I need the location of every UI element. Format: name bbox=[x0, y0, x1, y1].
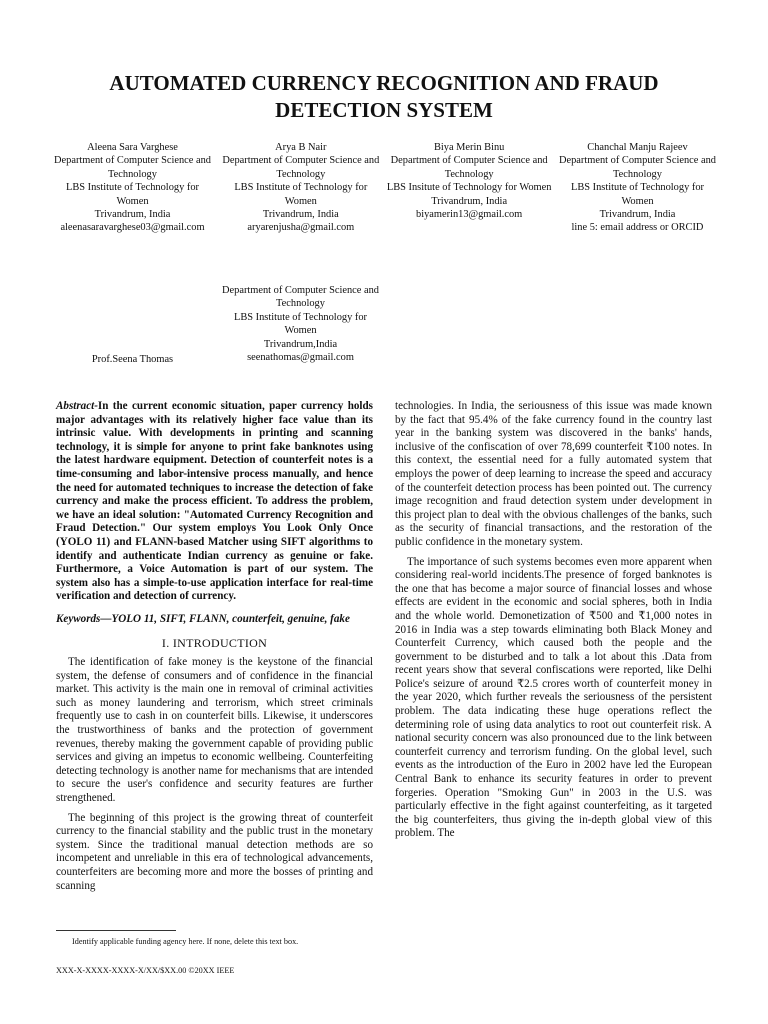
author-1 bbox=[50, 141, 215, 235]
paragraph: The importance of such systems becomes even more apparent when considering real-world incidents.The presence of forged banknotes is the one that has become a major source of financial losses and whose effects are evident in the economic and social spheres, both in India and the whole world. Demonetization of ₹500 and ₹1,000 notes in 2016 in India was a step towards eliminating both Black Money and Counterfeit Currency, which caused both the people and the government to be disturbed and to talk a lot about this .Data from recent years show that several confiscations were reported, like Delhi Police's seizure of around ₹2.5 crores worth of counterfeit money in the year 2020, which further reveals the seriousness of the persistent problem. The data indicating these huge operations reflect the determining role of using data analytics to root out counterfeit risk. A national security concern was also pronounced due to the link between counterfeit currency and terrorism funding. On the global level, such events as the introduction of the Euro in 2002 have led the European Central Bank to enhance its security features in order to prevent forgeries. Operation "Smoking Gun" in 2003 in the U.S. was particularly effective in the fight against counterfeiting, as it targeted the big counterfeiters, thus giving the in-depth global view of this problem. The bbox=[395, 555, 712, 840]
author-name: Biya Merin Binu bbox=[433, 142, 505, 153]
author-institution: LBS Institute of Technology for Women bbox=[234, 311, 367, 337]
author-department: Department of Computer Science and Technology bbox=[222, 285, 379, 310]
author-department: Department of Computer Science and Technology bbox=[54, 155, 211, 180]
left-column bbox=[56, 400, 373, 899]
author-block bbox=[50, 141, 720, 235]
abstract-label: Abstract- bbox=[56, 400, 98, 412]
author-institution: LBS Institute of Technology for Women bbox=[570, 182, 704, 207]
footnote-divider bbox=[56, 930, 176, 931]
author-department: Department of Computer Science and Technology bbox=[390, 155, 548, 180]
right-column bbox=[395, 400, 712, 847]
author-email: line 5: email address or ORCID bbox=[571, 222, 704, 234]
author-email: seenathomas@gmail.com bbox=[247, 352, 354, 364]
author-name: Arya B Nair bbox=[275, 142, 327, 153]
abstract bbox=[56, 400, 373, 604]
section-heading: I. INTRODUCTION bbox=[161, 635, 268, 650]
author-email: aleenasaravarghese03@gmail.com bbox=[60, 222, 205, 234]
author-4 bbox=[555, 141, 720, 235]
author-5-name: Prof.Seena Thomas bbox=[91, 354, 174, 365]
author-institution: LBS Institute of Technology for Women bbox=[66, 182, 199, 207]
author-name: Aleena Sara Varghese bbox=[87, 142, 178, 153]
footnote: Identify applicable funding agency here. If none, delete this text box. bbox=[72, 937, 299, 946]
author-5-affiliation bbox=[218, 284, 383, 364]
author-city: Trivandrum, India bbox=[262, 209, 339, 221]
paper-title: AUTOMATED CURRENCY RECOGNITION AND FRAUD DETECTION SYSTEM bbox=[109, 71, 659, 122]
paragraph: technologies. In India, the seriousness of this issue was made known by the fact that 95.4% of the fake currency found in the country last year in the banking system was discovered in the banks' hands, inclusive of the confiscation of over 78,699 counterfeit ₹100 notes. In this context, the essential need for a fully automated system that employs the power of deep learning to increase the speed and accuracy of the counterfeit detection process has been pointed out. The currency image recognition and fraud detection system under development in this project plan to deal with the obvious challenges of the banks, such as the security of financial transactions, and the restoration of the public confidence in the monetary system. bbox=[395, 400, 712, 548]
keywords: Keywords—YOLO 11, SIFT, FLANN, counterfeit, genuine, fake bbox=[56, 612, 350, 625]
abstract-text: In the current economic situation, paper currency holds major advantages with its relatively higher face value than its intrinsic value. With developments in printing and scanning technology, it is simple for anyone to print fake banknotes using the latest hardware equipment. Detection of counterfeit notes is a time-consuming and labor-intensive process manually, and hence the need for automated techniques to increase the detection of fake currency and make the process efficient. To address the problem, we have an ideal solution: "Automated Currency Recognition and Fraud Detection." Our system employs You Look Only Once (YOLO 11) and FLANN-based Matcher using SIFT algorithms to identify and authenticate Indian currency as genuine or fake. Furthermore, a Voice Automation is part of our system. The system also has a simple-to-use application interface for real-time verification and detection of currency. bbox=[56, 400, 373, 603]
author-city: Trivandrum, India bbox=[599, 209, 676, 221]
author-2 bbox=[218, 141, 383, 235]
author-email: aryarenjusha@gmail.com bbox=[247, 222, 355, 234]
author-city: Trivandrum,India bbox=[263, 338, 338, 350]
author-3 bbox=[387, 141, 552, 235]
copyright-notice: XXX-X-XXXX-XXXX-X/XX/$XX.00 ©20XX IEEE bbox=[56, 966, 235, 975]
author-city: Trivandrum, India bbox=[94, 209, 171, 221]
paragraph: The identification of fake money is the keystone of the financial system, the defense of consumers and of confidence in the financial market. This activity is the main one in removal of criminal activities such as money laundering and terrorism, which street criminals frequently use to cash in on counterfeit bills. Likewise, it underscores the trustworthiness of banks and the protection of government revenues, thereby making the government capable of providing public services and giving an impetus to economic wellbeing. Counterfeiting detecting technology is another name for mechanisms that are intended to secure the user's confidence and security features are further strengthened. bbox=[56, 656, 373, 805]
author-email: biyamerin13@gmail.com bbox=[416, 209, 523, 221]
author-institution: LBS Institute of Technology for Women bbox=[234, 182, 368, 207]
author-department: Department of Computer Science and Technology bbox=[222, 155, 380, 180]
paragraph: The beginning of this project is the growing threat of counterfeit currency to the financial stability and the public trust in the monetary system. Since the traditional manual detection methods are so incompetent and unreliable in this era of technological advancements, counterfeiters are becoming more and more the bosses of printing and scanning bbox=[56, 811, 373, 892]
author-department: Department of Computer Science and Technology bbox=[559, 155, 716, 180]
author-city: Trivandrum, India bbox=[431, 195, 508, 207]
author-institution: LBS Insitute of Technology for Women bbox=[386, 182, 552, 194]
author-name: Chanchal Manju Rajeev bbox=[587, 142, 688, 153]
